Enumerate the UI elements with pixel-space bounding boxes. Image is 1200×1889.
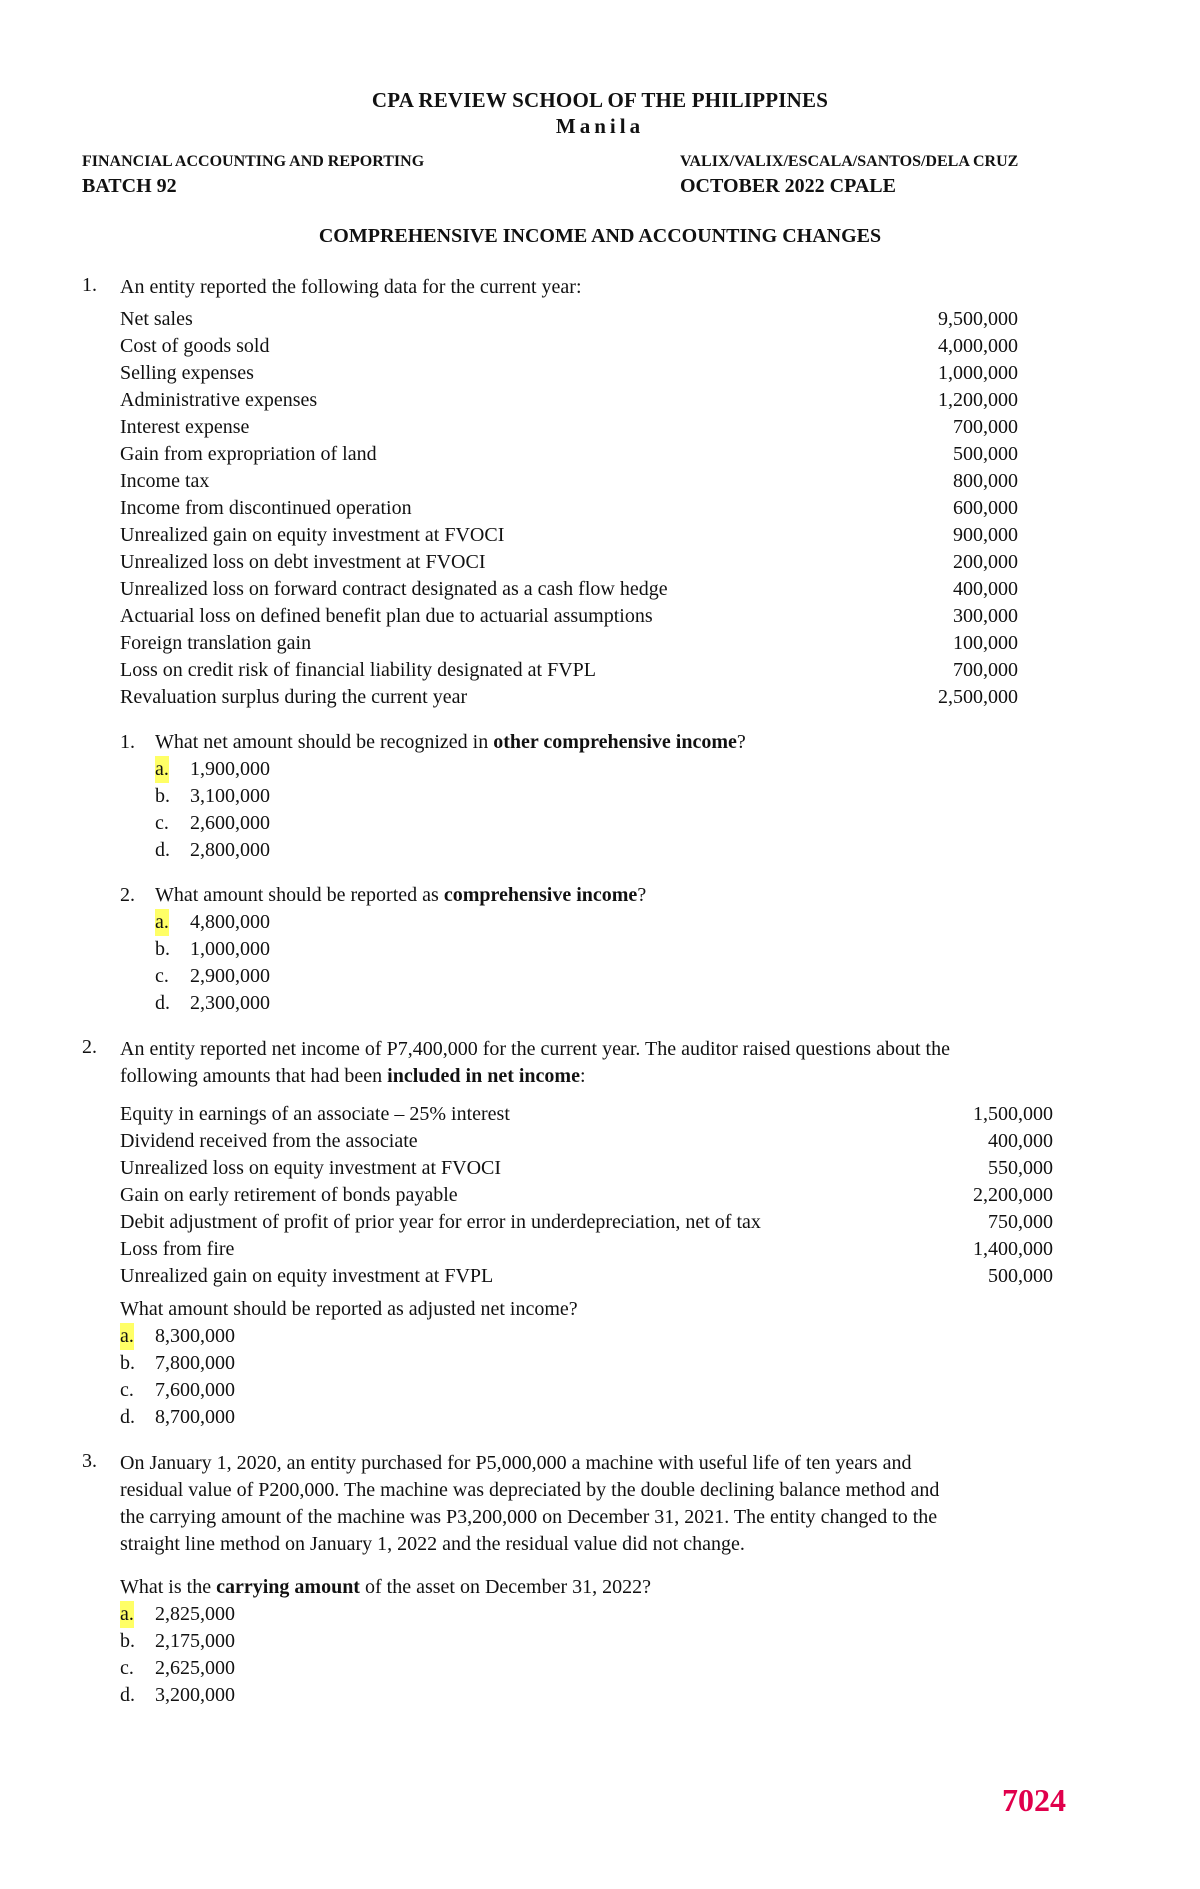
option-value: 8,300,000 xyxy=(155,1325,235,1347)
exam-label: OCTOBER 2022 CPALE xyxy=(680,175,896,197)
q1-item-label: Net sales xyxy=(120,308,193,330)
option-value: 2,625,000 xyxy=(155,1657,235,1679)
option-value: 8,700,000 xyxy=(155,1406,235,1428)
q1-sub2-number: 2. xyxy=(120,884,135,906)
q1-item-label: Selling expenses xyxy=(120,362,254,384)
q2-item-amount: 750,000 xyxy=(988,1211,1053,1233)
q1-item-amount: 600,000 xyxy=(953,497,1018,519)
option-value: 2,600,000 xyxy=(190,812,270,834)
school-name: CPA REVIEW SCHOOL OF THE PHILIPPINES xyxy=(371,88,829,112)
q2-question: What amount should be reported as adjusted net income? xyxy=(120,1298,578,1320)
q1-item-amount: 700,000 xyxy=(953,659,1018,681)
q2-item-label: Dividend received from the associate xyxy=(120,1130,418,1152)
option-value: 2,300,000 xyxy=(190,992,270,1014)
option-value: 7,800,000 xyxy=(155,1352,235,1374)
option-letter[interactable]: a. xyxy=(155,756,169,783)
q1-item-label: Income tax xyxy=(120,470,210,492)
q2-item-amount: 1,400,000 xyxy=(973,1238,1053,1260)
subject-name: FINANCIAL ACCOUNTING AND REPORTING xyxy=(82,153,425,170)
option-letter[interactable]: c. xyxy=(155,812,169,834)
q1-item-label: Interest expense xyxy=(120,416,250,438)
q1-item-label: Revaluation surplus during the current year xyxy=(120,686,468,708)
q2-item-label: Debit adjustment of profit of prior year for error in underdepreciation, net of tax xyxy=(120,1211,761,1233)
q1-item-label: Unrealized gain on equity investment at FVOCI xyxy=(120,524,505,546)
q1-item-amount: 1,200,000 xyxy=(938,389,1018,411)
option-value: 7,600,000 xyxy=(155,1379,235,1401)
q1-sub2-question: What amount should be reported as comprehensive income? xyxy=(155,884,647,906)
option-letter[interactable]: a. xyxy=(120,1323,134,1350)
q1-item-label: Administrative expenses xyxy=(120,389,318,411)
q1-item-label: Unrealized loss on debt investment at FVOCI xyxy=(120,551,486,573)
option-value: 2,825,000 xyxy=(155,1603,235,1625)
option-letter[interactable]: c. xyxy=(120,1657,134,1679)
option-letter[interactable]: b. xyxy=(120,1630,135,1652)
q1-item-label: Loss on credit risk of financial liability designated at FVPL xyxy=(120,659,597,681)
option-letter[interactable]: b. xyxy=(120,1352,135,1374)
q3-number: 3. xyxy=(82,1450,97,1472)
q1-intro: An entity reported the following data for the current year: xyxy=(120,276,582,298)
q1-item-amount: 800,000 xyxy=(953,470,1018,492)
q1-item-amount: 400,000 xyxy=(953,578,1018,600)
option-value: 3,200,000 xyxy=(155,1684,235,1706)
option-value: 1,000,000 xyxy=(190,938,270,960)
option-letter[interactable]: d. xyxy=(155,839,170,861)
q1-item-label: Foreign translation gain xyxy=(120,632,312,654)
q1-item-amount: 700,000 xyxy=(953,416,1018,438)
q1-item-amount: 9,500,000 xyxy=(938,308,1018,330)
option-letter[interactable]: c. xyxy=(120,1379,134,1401)
q1-item-amount: 2,500,000 xyxy=(938,686,1018,708)
option-value: 1,900,000 xyxy=(190,758,270,780)
q1-item-amount: 900,000 xyxy=(953,524,1018,546)
q2-item-label: Equity in earnings of an associate – 25% interest xyxy=(120,1103,510,1125)
q2-item-amount: 1,500,000 xyxy=(973,1103,1053,1125)
option-value: 3,100,000 xyxy=(190,785,270,807)
q1-item-label: Gain from expropriation of land xyxy=(120,443,377,465)
q2-item-amount: 2,200,000 xyxy=(973,1184,1053,1206)
q2-item-label: Unrealized gain on equity investment at FVPL xyxy=(120,1265,494,1287)
batch-label: BATCH 92 xyxy=(82,175,177,197)
authors-label: VALIX/VALIX/ESCALA/SANTOS/DELA CRUZ xyxy=(680,153,1019,170)
q2-item-amount: 500,000 xyxy=(988,1265,1053,1287)
q3-body: On January 1, 2020, an entity purchased for P5,000,000 a machine with useful life of ten years and residual value of P200,000. The machine was depreciated by the double declining balance method and the carrying amount of the machine was P3,200,000 on December 31, 2021. The entity changed to the straight line method on January 1, 2022 and the residual value did not change. xyxy=(120,1452,940,1555)
page-code: 7024 xyxy=(1002,1782,1066,1818)
q1-sub1-number: 1. xyxy=(120,731,135,753)
section-title: COMPREHENSIVE INCOME AND ACCOUNTING CHANGES xyxy=(318,225,882,247)
q1-number: 1. xyxy=(82,274,97,296)
q1-item-label: Income from discontinued operation xyxy=(120,497,412,519)
option-letter[interactable]: d. xyxy=(120,1684,135,1706)
q1-item-label: Cost of goods sold xyxy=(120,335,270,357)
city-name: Manila xyxy=(555,114,645,138)
option-letter[interactable]: d. xyxy=(155,992,170,1014)
q1-item-amount: 500,000 xyxy=(953,443,1018,465)
option-value: 2,900,000 xyxy=(190,965,270,987)
q3-question: What is the carrying amount of the asset on December 31, 2022? xyxy=(120,1576,651,1598)
q1-item-amount: 100,000 xyxy=(953,632,1018,654)
option-letter[interactable]: a. xyxy=(155,909,169,936)
option-value: 2,800,000 xyxy=(190,839,270,861)
option-letter[interactable]: b. xyxy=(155,938,170,960)
option-value: 2,175,000 xyxy=(155,1630,235,1652)
q2-item-amount: 550,000 xyxy=(988,1157,1053,1179)
q2-item-label: Unrealized loss on equity investment at FVOCI xyxy=(120,1157,502,1179)
q2-item-amount: 400,000 xyxy=(988,1130,1053,1152)
option-value: 4,800,000 xyxy=(190,911,270,933)
option-letter[interactable]: c. xyxy=(155,965,169,987)
q2-item-label: Loss from fire xyxy=(120,1238,235,1260)
q1-item-amount: 200,000 xyxy=(953,551,1018,573)
option-letter[interactable]: a. xyxy=(120,1601,134,1628)
q2-intro: An entity reported net income of P7,400,000 for the current year. The auditor raised questions about the following amounts that had been included in net income: xyxy=(120,1038,950,1087)
q2-item-label: Gain on early retirement of bonds payable xyxy=(120,1184,458,1206)
q1-item-amount: 300,000 xyxy=(953,605,1018,627)
q1-item-label: Actuarial loss on defined benefit plan due to actuarial assumptions xyxy=(120,605,653,627)
option-letter[interactable]: d. xyxy=(120,1406,135,1428)
q1-item-label: Unrealized loss on forward contract designated as a cash flow hedge xyxy=(120,578,668,600)
q1-sub1-question: What net amount should be recognized in other comprehensive income? xyxy=(155,731,746,753)
option-letter[interactable]: b. xyxy=(155,785,170,807)
q1-item-amount: 4,000,000 xyxy=(938,335,1018,357)
q2-number: 2. xyxy=(82,1036,97,1058)
q1-item-amount: 1,000,000 xyxy=(938,362,1018,384)
